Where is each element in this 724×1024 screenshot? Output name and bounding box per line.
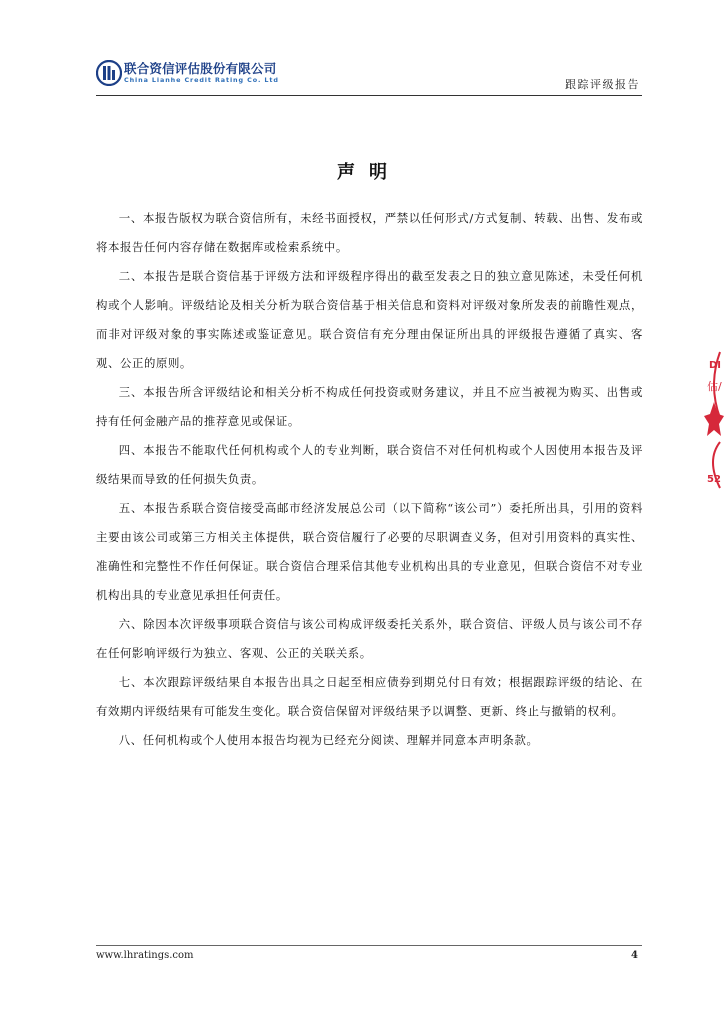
report-type-label: 跟踪评级报告 <box>565 78 640 91</box>
page-title: 声明 <box>337 162 401 183</box>
declaration-paragraph-3: 三、本报告所含评级结论和相关分析不构成任何投资或财务建议，并且不应当被视为购买、出售或持有任何金融产品的推荐意见或保证。 <box>96 385 643 428</box>
page-header <box>96 58 642 94</box>
page-number: 4 <box>631 950 638 961</box>
declaration-paragraph-1: 一、本报告版权为联合资信所有，未经书面授权，严禁以任何形式/方式复制、转载、出售、发布或将本报告任何内容存储在数据库或检索系统中。 <box>96 211 643 254</box>
header-divider <box>96 95 642 96</box>
footer-divider <box>96 945 642 946</box>
svg-text:52: 52 <box>707 474 721 485</box>
declaration-paragraph-8: 八、任何机构或个人使用本报告均视为已经充分阅读、理解并同意本声明条款。 <box>118 733 539 747</box>
declaration-paragraph-5: 五、本报告系联合资信接受高邮市经济发展总公司（以下简称“该公司”）委托所出具，引用的资料主要由该公司或第三方相关主体提供，联合资信履行了必要的尽职调查义务，但对引用资料的真实性、准确性和完整性不作任何保证。联合资信合理采信其他专业机构出具的专业意见，但联合资信不对专业机构出具的专业意见承担任何责任。 <box>96 501 643 602</box>
declaration-paragraph-2: 二、本报告是联合资信基于评级方法和评级程序得出的截至发表之日的独立意见陈述，未受任何机构或个人影响。评级结论及相关分析为联合资信基于相关信息和资料对评级对象所发表的前瞻性观点，而非对评级对象的事实陈述或鉴证意见。联合资信有充分理由保证所出具的评级报告遵循了真实、客观、公正的原则。 <box>96 269 643 370</box>
footer-website: www.lhratings.com <box>96 950 194 961</box>
declaration-paragraph-4: 四、本报告不能取代任何机构或个人的专业判断，联合资信不对任何机构或个人因使用本报告及评级结果而导致的任何损失负责。 <box>96 443 643 486</box>
company-name-cn: 联合资信评估股份有限公司 <box>124 61 277 76</box>
seal-stamp-icon <box>704 350 724 490</box>
svg-text:DI: DI <box>709 360 722 371</box>
lianhe-logo-icon <box>96 60 122 86</box>
company-name-en: China Lianhe Credit Rating Co. Ltd <box>124 76 279 84</box>
svg-text:估/: 估/ <box>707 380 722 393</box>
declaration-paragraph-7: 七、本次跟踪评级结果自本报告出具之日起至相应债券到期兑付日有效；根据跟踪评级的结论、在有效期内评级结果有可能发生变化。联合资信保留对评级结果予以调整、更新、终止与撤销的权利。 <box>96 675 643 718</box>
declaration-body <box>96 204 643 755</box>
declaration-paragraph-6: 六、除因本次评级事项联合资信与该公司构成评级委托关系外，联合资信、评级人员与该公司不存在任何影响评级行为独立、客观、公正的关联关系。 <box>96 617 643 660</box>
